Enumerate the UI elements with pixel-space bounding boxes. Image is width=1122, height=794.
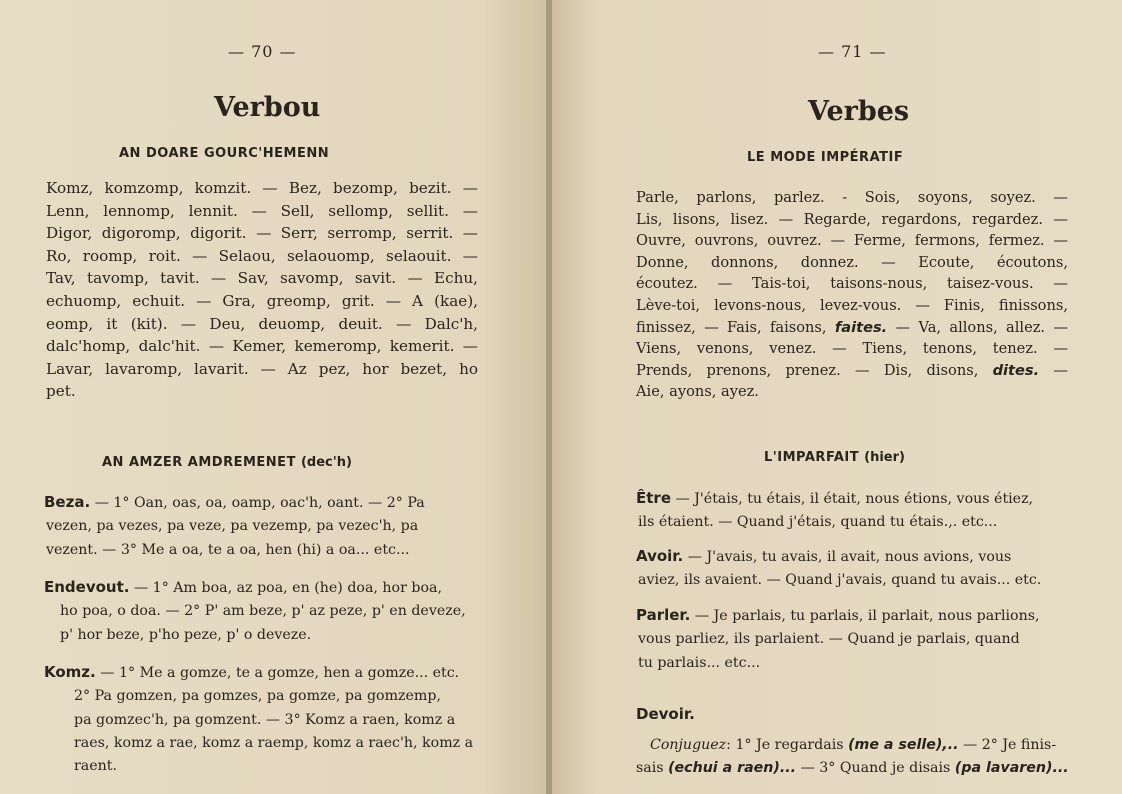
entry-line: p' hor beze, p'ho peze, p' o deveze. — [60, 626, 312, 643]
entry-line — [636, 604, 1040, 628]
section-heading-main: L'IMPARFAIT — [764, 450, 860, 465]
paragraph-line: Ouvre, ouvrons, ouvrez. — Ferme, fermons, fermez. — — [636, 232, 1068, 250]
paragraph-text: Prends, prenons, prenez. — Dis, disons, — [636, 361, 993, 379]
paragraph-line: écoutez. — Tais-toi, taisons-nous, taisez-vous. — — [636, 275, 1068, 293]
verb-entry-endevout — [44, 576, 466, 647]
entry-line: vezent. — 3° Me a oa, te a oa, hen (hi) a oa... etc... — [46, 541, 410, 558]
section-heading-imperative: AN DOARE GOURC'HEMENN — [119, 146, 330, 161]
page-number: — 71 — — [818, 42, 887, 61]
page-number: — 70 — — [228, 42, 297, 61]
paragraph-line: Lève-toi, levons-nous, levez-vous. — Finis, finissons, — [636, 296, 1068, 314]
verb-entry-devoir — [636, 703, 695, 727]
paragraph-text: dites. — [992, 361, 1040, 379]
entry-text: — J'avais, tu avais, il avait, nous avions, vous — [687, 549, 1012, 565]
paragraph-line: dalc'homp, dalc'hit. — Kemer, kemeromp, kemerit. — — [46, 337, 478, 356]
entry-line — [636, 545, 1041, 569]
verb-heading: Avoir. — [636, 547, 684, 565]
paragraph-line: echuomp, echuit. — Gra, greomp, grit. — A (kae), — [46, 291, 478, 310]
entry-line: tu parlais... etc... — [638, 654, 761, 671]
exercise-label: Conjuguez — [650, 737, 727, 753]
section-heading-imperfect — [764, 450, 905, 465]
verb-heading: Devoir. — [636, 705, 695, 723]
entry-line: vezen, pa vezes, pa veze, pa vezemp, pa vezec'h, pa — [46, 518, 419, 535]
verb-heading: Endevout. — [44, 578, 130, 596]
paragraph-line: Komz, komzomp, komzit. — Bez, bezomp, bezit. — — [46, 179, 478, 197]
entry-line: ils étaient. — Quand j'étais, quand tu étais.,. etc... — [638, 514, 998, 531]
verb-heading: Beza. — [44, 493, 91, 511]
exercise-text: sais — [636, 760, 669, 777]
entry-line: raes, komz a rae, komz a raemp, komz a raec'h, komz a — [74, 734, 474, 751]
entry-line: ho poa, o doa. — 2° P' am beze, p' az peze, p' en deveze, — [60, 603, 466, 620]
entry-line: 2° Pa gomzen, pa gomzes, pa gomze, pa gomzemp, — [74, 688, 441, 705]
entry-line: aviez, ils avaient. — Quand j'avais, quand tu avais... etc. — [638, 572, 1042, 589]
paragraph-line: Tav, tavomp, tavit. — Sav, savomp, savit. — Echu, — [46, 269, 478, 288]
entry-line — [44, 491, 425, 515]
verb-entry-parler — [636, 604, 1040, 675]
paragraph-line: Donne, donnons, donnez. — Ecoute, écoutons, — [636, 253, 1068, 271]
section-heading-sub: (hier) — [864, 450, 905, 465]
exercise-conjuguez — [636, 734, 1069, 781]
paragraph-text: faites. — [834, 318, 888, 336]
verb-heading: Être — [636, 489, 671, 507]
paragraph-text: — — [1039, 361, 1069, 379]
exercise-breton: (pa lavaren)... — [954, 760, 1069, 777]
entry-text: — 1° Am boa, az poa, en (he) doa, hor boa, — [133, 580, 442, 596]
exercise-text: — 2° Je finis- — [958, 737, 1057, 753]
exercise-breton: (me a selle),.. — [848, 737, 959, 753]
entry-line: vous parliez, ils parlaient. — Quand je parlais, quand — [638, 631, 1020, 648]
paragraph-line — [636, 360, 1068, 382]
paragraph-line: Digor, digoromp, digorit. — Serr, serromp, serrit. — — [46, 224, 478, 243]
paragraph-line — [636, 317, 1068, 339]
verb-entry-komz — [44, 661, 473, 778]
paragraph-line: Lenn, lennomp, lennit. — Sell, sellomp, sellit. — — [46, 201, 478, 220]
entry-text: — 1° Oan, oas, oa, oamp, oac'h, oant. — 2° Pa — [94, 495, 425, 511]
imperative-paragraph — [636, 187, 1068, 403]
section-heading-sub: (dec'h) — [300, 455, 352, 470]
exercise-text: — 3° Quand je disais — [796, 760, 955, 777]
left-page — [0, 0, 548, 794]
paragraph-text: finissez, — Fais, faisons, — [636, 318, 835, 336]
imperative-paragraph — [46, 177, 478, 403]
entry-line: raent. — [74, 758, 117, 775]
entry-line — [44, 576, 466, 600]
paragraph-line: Parle, parlons, parlez. - Sois, soyons, soyez. — — [636, 189, 1068, 206]
paragraph-line: Lis, lisons, lisez. — Regarde, regardons, regardez. — — [636, 210, 1068, 228]
entry-text: — 1° Me a gomze, te a gomze, hen a gomze... etc. — [100, 665, 460, 681]
section-heading-imperative: LE MODE IMPÉRATIF — [747, 150, 904, 165]
verb-heading: Komz. — [44, 663, 96, 681]
exercise-text: : 1° Je regardais — [726, 737, 849, 753]
entry-line: pa gomzec'h, pa gomzent. — 3° Komz a raen, komz a — [74, 711, 456, 728]
paragraph-line: eomp, it (kit). — Deu, deuomp, deuit. — Dalc'h, — [46, 314, 478, 333]
paragraph-line: Viens, venons, venez. — Tiens, tenons, tenez. — — [636, 340, 1068, 358]
paragraph-line: Ro, roomp, roit. — Selaou, selaouomp, selaouit. — — [46, 246, 478, 265]
verb-entry-beza — [44, 491, 425, 562]
entry-text: — J'étais, tu étais, il était, nous étions, vous étiez, — [675, 491, 1034, 507]
paragraph-text: — Va, allons, allez. — — [887, 318, 1068, 336]
section-heading-main: AN AMZER AMDREMENET — [102, 455, 296, 470]
page-title: Verbou — [214, 92, 321, 123]
verb-entry-avoir — [636, 545, 1041, 593]
verb-entry-etre — [636, 487, 1033, 535]
paragraph-line: Lavar, lavaromp, lavarit. — Az pez, hor bezet, ho — [46, 359, 478, 378]
paragraph-line: pet. — [46, 382, 76, 401]
verb-heading: Parler. — [636, 606, 691, 624]
entry-line — [636, 487, 1033, 511]
entry-line — [44, 661, 473, 685]
right-page — [552, 0, 1122, 794]
section-heading-imperfect — [102, 455, 352, 470]
exercise-breton: (echui a raen)... — [668, 760, 797, 777]
page-title: Verbes — [808, 96, 910, 127]
entry-text: — Je parlais, tu parlais, il parlait, nous parlions, — [694, 608, 1040, 624]
paragraph-line: Aie, ayons, ayez. — [636, 383, 759, 401]
